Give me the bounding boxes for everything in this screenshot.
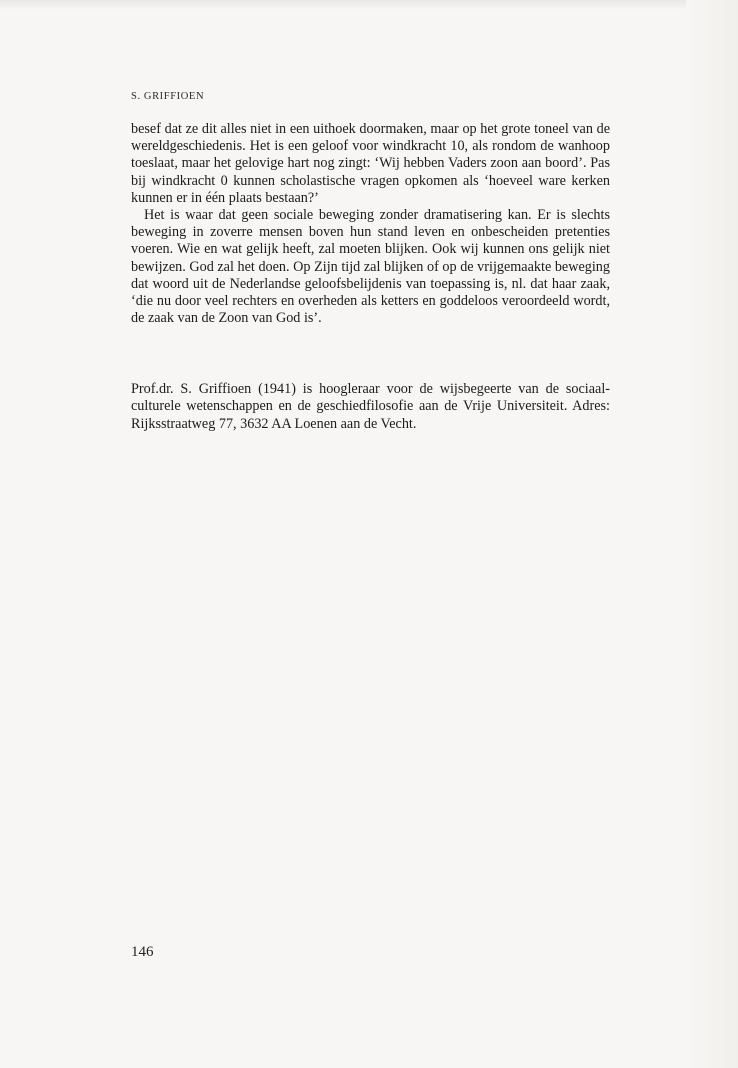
page-number: 146	[131, 944, 154, 960]
page-top-edge	[0, 0, 738, 10]
author-bio-text: Prof.dr. S. Griffioen (1941) is hoogleraar voor de wijsbegeerte van de sociaal-culturele wetenschappen en de geschiedfilosofie aan de Vrije Universiteit. Adres: Rijksstraatweg 77, 3632 AA Loenen aan de Vecht.	[131, 381, 610, 432]
page-right-edge	[686, 0, 738, 1068]
paragraph-1: besef dat ze dit alles niet in een uithoek doormaken, maar op het grote toneel van de wereldgeschiedenis. Het is een geloof voor windkracht 10, als rondom de wanhoop toeslaat, maar het gelovige hart nog zingt: ‘Wij hebben Vaders zoon aan boord’. Pas bij windkracht 0 kunnen scholastische vragen opkomen als ‘hoeveel ware kerken kunnen er in één plaats bestaan?’	[131, 121, 610, 206]
running-head: S. GRIFFIOEN	[131, 91, 205, 102]
main-text	[131, 121, 610, 327]
paragraph-2: Het is waar dat geen sociale beweging zonder dramatisering kan. Er is slechts beweging in zoverre mensen boven hun stand leven en onbescheiden pretenties voeren. Wie en wat gelijk heeft, zal moeten blijken. Ook wij kunnen ons gelijk niet bewijzen. God zal het doen. Op Zijn tijd zal blijken of op de vrijgemaakte beweging dat woord uit de Nederlandse geloofsbelijdenis van toepassing is, nl. dat haar zaak, ‘die nu door veel rechters en overheden als ketters en goddeloos veroordeeld wordt, de zaak van de Zoon van God is’.	[131, 207, 610, 327]
author-bio	[131, 381, 610, 433]
